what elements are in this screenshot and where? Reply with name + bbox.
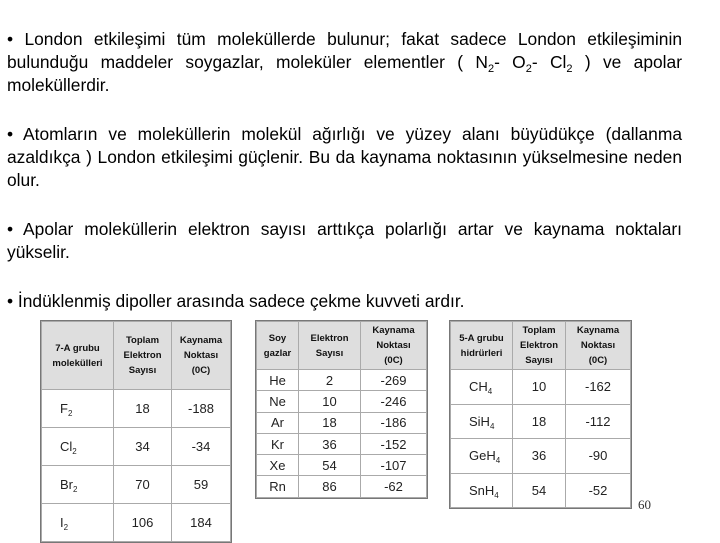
paragraph-induced-dipoles: • İndüklenmiş dipoller arasında sadece çekme kuvveti ardır. xyxy=(7,291,465,311)
boiling-point-cell: -34 xyxy=(172,428,231,466)
paragraph-molecular-weight: • Atomların ve moleküllerin molekül ağırlığı ve yüzey alanı büyüdükçe (dallanma azaldıkça ) London etkileşimi güçlenir. Bu da kaynama noktasının yükselmesine neden olur. xyxy=(7,124,682,190)
electron-cell: 54 xyxy=(299,455,361,476)
element-cell: Kr xyxy=(257,433,299,454)
element-cell: Ne xyxy=(257,391,299,412)
boiling-point-cell: -269 xyxy=(361,370,427,391)
molecule-cell: SnH$_4$ xyxy=(451,473,513,508)
boiling-point-cell: -152 xyxy=(361,433,427,454)
electron-cell: 10 xyxy=(513,370,566,405)
table-row xyxy=(257,412,427,433)
hydrides-table xyxy=(449,320,632,509)
electron-cell: 18 xyxy=(114,390,172,428)
header-boiling-point: Kaynama Noktası (0C) xyxy=(172,322,231,390)
electron-cell: 54 xyxy=(513,473,566,508)
table-row xyxy=(257,455,427,476)
element-cell: Xe xyxy=(257,455,299,476)
molecule-cell: GeH$_4$ xyxy=(451,439,513,474)
boiling-point-cell: -162 xyxy=(566,370,631,405)
boiling-point-cell: 184 xyxy=(172,504,231,542)
electron-cell: 36 xyxy=(513,439,566,474)
element-cell: Ar xyxy=(257,412,299,433)
boiling-point-cell: -52 xyxy=(566,473,631,508)
table-row xyxy=(42,466,231,504)
table-row xyxy=(42,504,231,542)
electron-cell: 34 xyxy=(114,428,172,466)
element-cell: He xyxy=(257,370,299,391)
boiling-point-cell: -107 xyxy=(361,455,427,476)
boiling-point-cell: -62 xyxy=(361,476,427,497)
table-row xyxy=(42,390,231,428)
table-row xyxy=(451,439,631,474)
electron-cell: 86 xyxy=(299,476,361,497)
header-electrons: Toplam Elektron Sayısı xyxy=(513,322,566,370)
boiling-point-cell: -90 xyxy=(566,439,631,474)
header-electrons: Elektron Sayısı xyxy=(299,322,361,370)
table-row xyxy=(257,476,427,497)
noble-gases-table xyxy=(255,320,428,499)
slide-number: 60 xyxy=(638,497,651,512)
table-row xyxy=(257,433,427,454)
boiling-point-cell: -186 xyxy=(361,412,427,433)
molecule-cell: SiH$_4$ xyxy=(451,404,513,439)
electron-cell: 70 xyxy=(114,466,172,504)
molecule-cell: $Cl_2$ xyxy=(42,428,114,466)
header-group: Soy gazlar xyxy=(257,322,299,370)
boiling-point-cell: -188 xyxy=(172,390,231,428)
table-row xyxy=(42,428,231,466)
header-electrons: Toplam Elektron Sayısı xyxy=(114,322,172,390)
electron-cell: 18 xyxy=(299,412,361,433)
electron-cell: 106 xyxy=(114,504,172,542)
electron-cell: 36 xyxy=(299,433,361,454)
table-row xyxy=(451,473,631,508)
molecule-cell: $Br_2$ xyxy=(42,466,114,504)
element-cell: Rn xyxy=(257,476,299,497)
header-boiling-point: Kaynama Noktası (0C) xyxy=(361,322,427,370)
boiling-point-cell: -246 xyxy=(361,391,427,412)
header-boiling-point: Kaynama Noktası (0C) xyxy=(566,322,631,370)
table-row xyxy=(451,404,631,439)
table-row xyxy=(257,391,427,412)
boiling-point-cell: 59 xyxy=(172,466,231,504)
paragraph-apolar-electrons: • Apolar moleküllerin elektron sayısı arttıkça polarlığı artar ve kaynama noktaları yükselir. xyxy=(7,219,682,262)
molecule-cell: $CH_4$ xyxy=(451,370,513,405)
molecule-cell: $F_2$ xyxy=(42,390,114,428)
electron-cell: 18 xyxy=(513,404,566,439)
electron-cell: 10 xyxy=(299,391,361,412)
header-group: 5-A grubu hidrürleri xyxy=(451,322,513,370)
table-row xyxy=(451,370,631,405)
paragraph-london-molecules: • London etkileşimi tüm moleküllerde bulunur; fakat sadece London etkileşiminin bulunduğu maddeler soygazlar, moleküler elementler ( $N_2-$ $O_2-$ $Cl_2$ ) ve apolar moleküllerdir. xyxy=(7,29,682,95)
header-group: 7-A grubu molekülleri xyxy=(42,322,114,390)
table-row xyxy=(257,370,427,391)
halogens-table xyxy=(40,320,232,543)
molecule-cell: $I_2$ xyxy=(42,504,114,542)
boiling-point-cell: -112 xyxy=(566,404,631,439)
electron-cell: 2 xyxy=(299,370,361,391)
